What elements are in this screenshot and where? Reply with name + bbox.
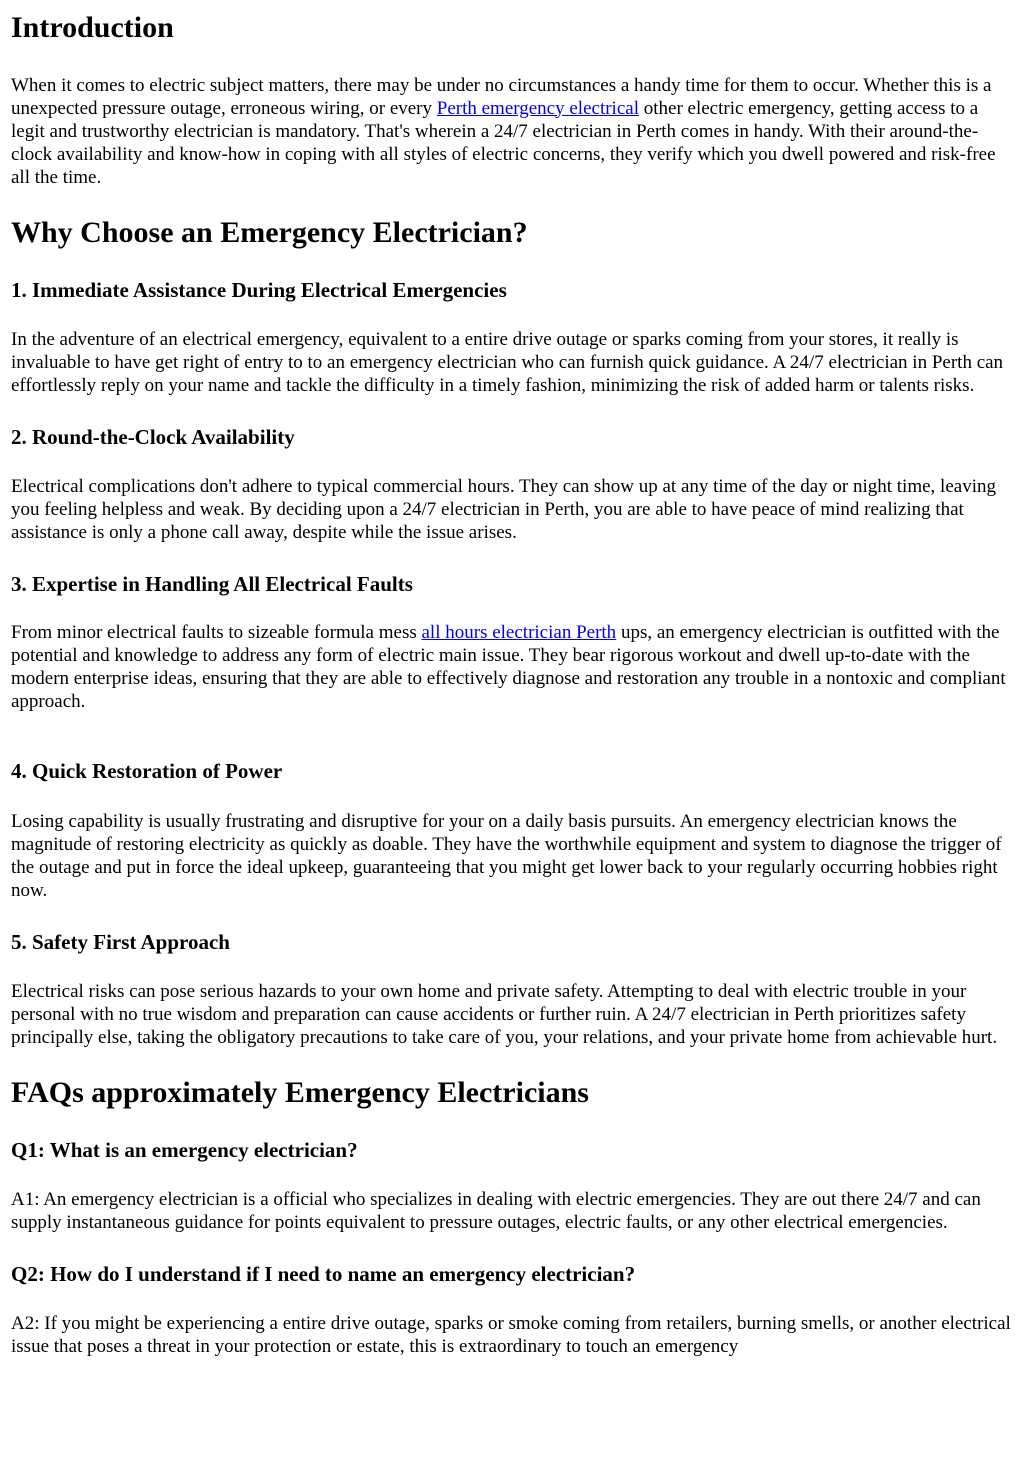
section-3-paragraph: [11, 621, 1014, 713]
introduction-text-before-link: When it comes to electric subject matters, there may be under no circumstances a handy time for them to occur. Whether this is a unexpected pressure outage, erroneous wiring, or every: [11, 74, 992, 119]
section-5-paragraph: Electrical risks can pose serious hazards to your own home and private safety. Attempting to deal with electric trouble in your personal with no true wisdom and preparation can cause accidents or further ruin. A 24/7 electrician in Perth prioritizes safety principally else, taking the obligatory precautions to take care of you, your relations, and your private home from achievable hurt.: [11, 980, 998, 1048]
why-choose-heading: Why Choose an Emergency Electrician?: [11, 215, 528, 249]
section-3-text-after-link: ups, an emergency electrician is outfitted with the potential and knowledge to address any form of electric main issue. They bear rigorous workout and dwell up-to-date with the modern enterprise ideas, ensuring that they are able to effectively diagnose and restoration any trouble in a nontoxic and compliant approach.: [11, 622, 1006, 713]
article: [0, 11, 1024, 1358]
all-hours-electrician-perth-link[interactable]: all hours electrician Perth: [421, 622, 617, 644]
section-4-paragraph: Losing capability is usually frustrating and disruptive for your on a daily basis pursuits. An emergency electrician knows the magnitude of restoring electricity as quickly as doable. They have the worthwhile equipment and system to diagnose the trigger of the outage and put in force the ideal upkeep, guaranteeing that you might get lower back to your regularly occurring hobbies right now.: [11, 810, 1002, 901]
introduction-text-after-link: other electric emergency, getting access to a legit and trustworthy electrician is mandatory. That's wherein a 24/7 electrician in Perth comes in handy. With their around-the-clock availability and know-how in coping with all styles of electric concerns, they verify which you dwell powered and risk-free all the time.: [11, 97, 996, 188]
section-3-text-before-link: From minor electrical faults to sizeable formula mess: [11, 622, 422, 644]
section-3-heading: 3. Expertise in Handling All Electrical Faults: [11, 572, 413, 597]
section-1-paragraph: In the adventure of an electrical emergency, equivalent to a entire drive outage or sparks coming from your stores, it really is invaluable to have get right of entry to to an emergency electrician who can furnish quick guidance. A 24/7 electrician in Perth can effortlessly reply on your name and tackle the difficulty in a timely fashion, minimizing the risk of added harm or talents risks.: [11, 329, 1004, 397]
faq-answer-2: A2: If you might be experiencing a entire drive outage, sparks or smoke coming from retailers, burning smells, or another electrical issue that poses a threat in your protection or estate, this is extraordinary to touch an emergency: [11, 1313, 1011, 1358]
section-1-heading: 1. Immediate Assistance During Electrical Emergencies: [11, 278, 507, 302]
faq-question-2: Q2: How do I understand if I need to name an emergency electrician?: [11, 1262, 636, 1287]
section-2-paragraph: Electrical complications don't adhere to typical commercial hours. They can show up at any time of the day or night time, leaving you feeling helpless and weak. By deciding upon a 24/7 electrician in Perth, you are able to have peace of mind realizing that assistance is only a phone call away, despite while the issue arises.: [11, 476, 996, 544]
section-4-heading: 4. Quick Restoration of Power: [11, 759, 283, 784]
perth-emergency-electrical-link[interactable]: Perth emergency electrical: [436, 97, 639, 119]
faq-question-1: Q1: What is an emergency electrician?: [11, 1138, 358, 1163]
section-2-heading: 2. Round-the-Clock Availability: [11, 425, 295, 450]
introduction-heading: Introduction: [11, 11, 174, 44]
introduction-paragraph: [11, 74, 1014, 189]
section-5-heading: 5. Safety First Approach: [11, 929, 230, 954]
faq-answer-1: A1: An emergency electrician is a official who specializes in dealing with electric emergencies. They are out there 24/7 and can supply instantaneous guidance for points equivalent to pressure outages, electric faults, or any other electrical emergencies.: [11, 1189, 981, 1234]
faq-heading: FAQs approximately Emergency Electricians: [11, 1075, 589, 1109]
